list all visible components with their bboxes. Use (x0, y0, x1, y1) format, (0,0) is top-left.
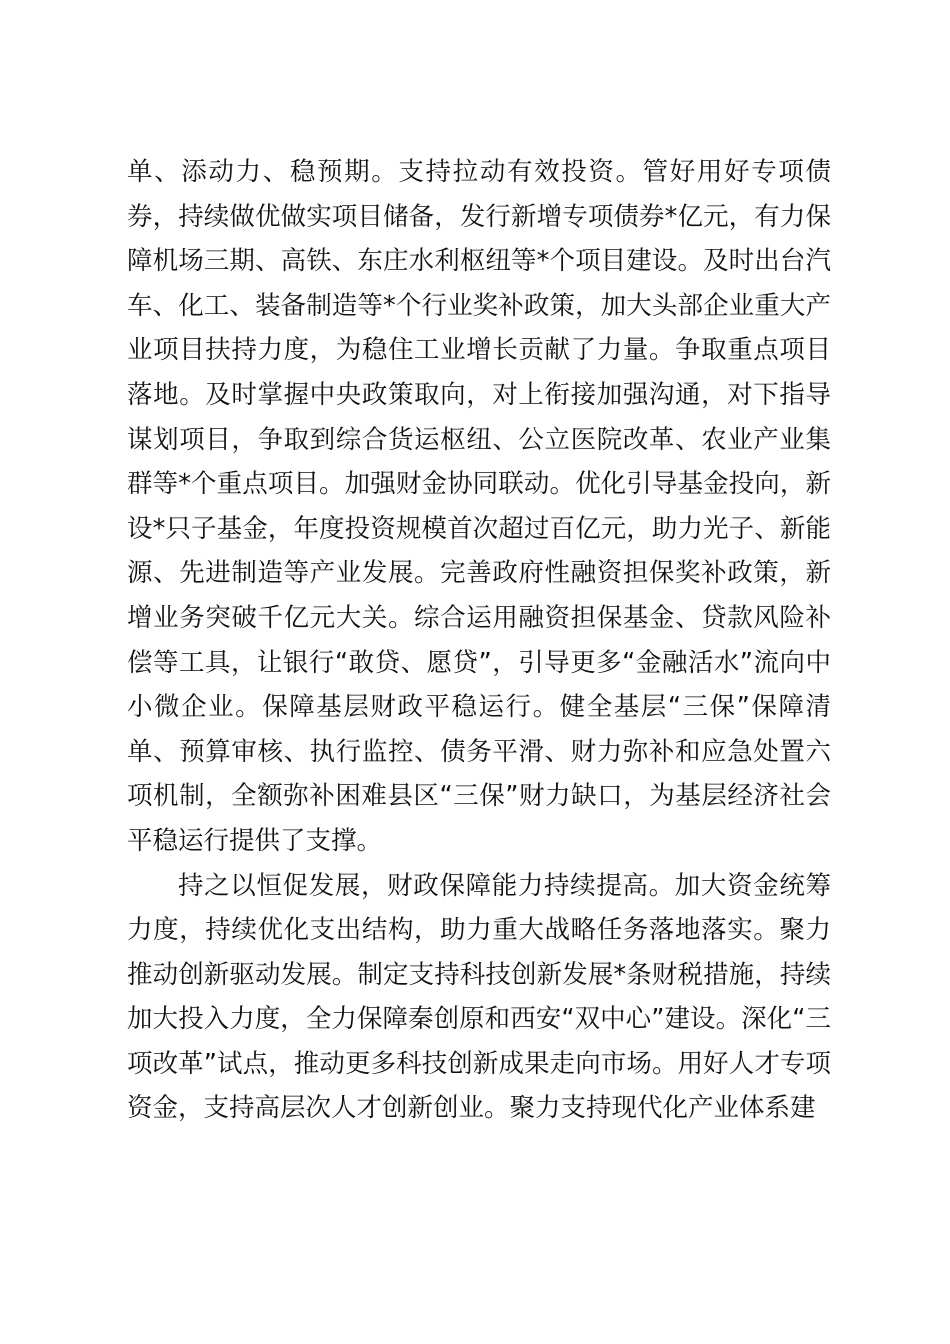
document-page (127, 150, 831, 1131)
paragraph-1: 单、添动力、稳预期。支持拉动有效投资。管好用好专项债券，持续做优做实项目储备，发行新增专项债券*亿元，有力保障机场三期、高铁、东庄水利枢纽等*个项目建设。及时出台汽车、化工、装备制造等*个行业奖补政策，加大头部企业重大产业项目扶持力度，为稳住工业增长贡献了力量。争取重点项目落地。及时掌握中央政策取向，对上衔接加强沟通，对下指导谋划项目，争取到综合货运枢纽、公立医院改革、农业产业集群等*个重点项目。加强财金协同联动。优化引导基金投向，新设*只子基金，年度投资规模首次超过百亿元，助力光子、新能源、先进制造等产业发展。完善政府性融资担保奖补政策，新增业务突破千亿元大关。综合运用融资担保基金、贷款风险补偿等工具，让银行“敢贷、愿贷”，引导更多“金融活水”流向中小微企业。保障基层财政平稳运行。健全基层“三保”保障清单、预算审核、执行监控、债务平滑、财力弥补和应急处置六项机制，全额弥补困难县区“三保”财力缺口，为基层经济社会平稳运行提供了支撑。 (127, 157, 831, 856)
paragraph-2: 持之以恒促发展，财政保障能力持续提高。加大资金统筹力度，持续优化支出结构，助力重大战略任务落地落实。聚力推动创新驱动发展。制定支持科技创新发展*条财税措施，持续加大投入力度，全力保障秦创原和西安“双中心”建设。深化“三项改革”试点，推动更多科技创新成果走向市场。用好人才专项资金，支持高层次人才创新创业。聚力支持现代化产业体系建 (127, 870, 831, 1124)
